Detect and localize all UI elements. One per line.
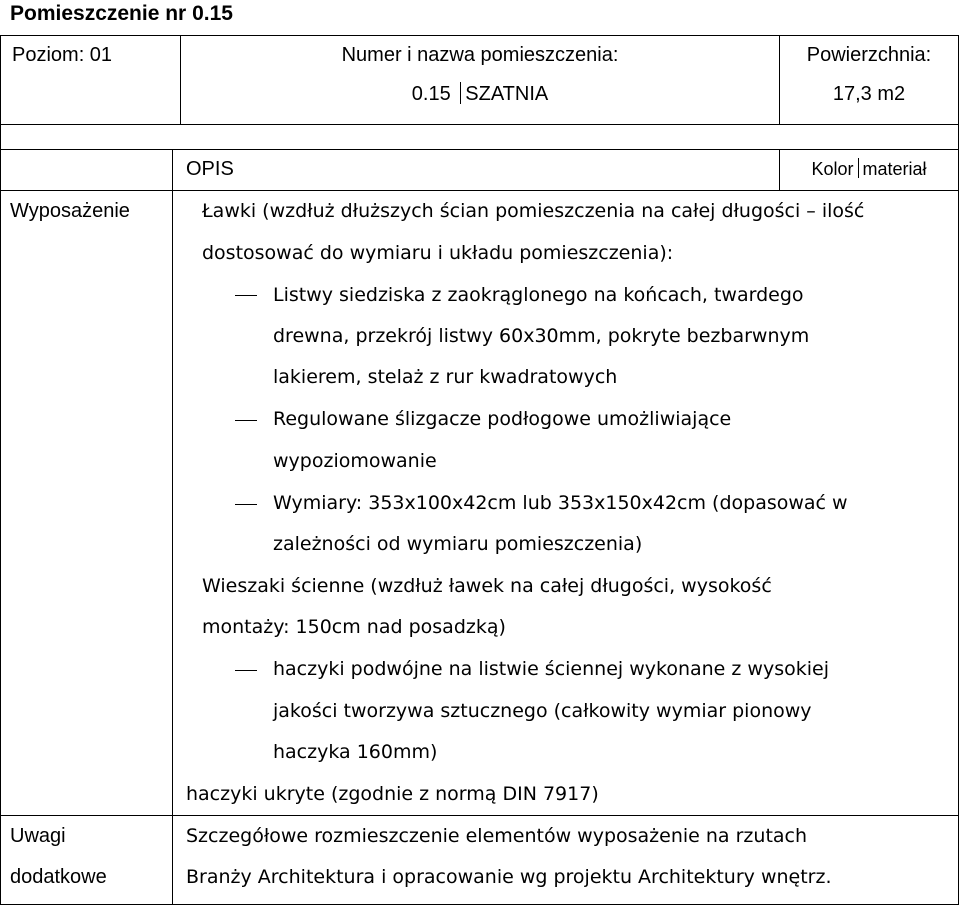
- text-line: Ławki (wzdłuż dłuższych ścian pomieszczenia na całej długości – ilość: [202, 200, 865, 222]
- bullet-line: drewna, przekrój listwy 60x30mm, pokryte bezbarwnym: [273, 325, 810, 347]
- bullet-line: zależności od wymiaru pomieszczenia): [273, 533, 643, 555]
- row-divider: [0, 124, 959, 125]
- section-label-uwagi: Uwagi: [10, 825, 66, 847]
- text-line: Branży Architektura i opracowanie wg projektu Architektury wnętrz.: [186, 866, 832, 888]
- dash-bullet-icon: [235, 670, 257, 671]
- text-line: montaży: 150cm nad posadzką): [202, 616, 506, 638]
- bullet-line: Listwy siedziska z zaokrąglonego na końcach, twardego: [273, 284, 804, 306]
- column-opis: OPIS: [186, 158, 234, 180]
- bullet-line: haczyki podwójne na listwie ściennej wykonane z wysokiej: [273, 658, 829, 680]
- area-value: 17,3 m2: [832, 83, 906, 105]
- text-line: haczyki ukryte (zgodnie z normą DIN 7917): [186, 783, 599, 805]
- bullet-line: haczyka 160mm): [273, 741, 438, 763]
- bullet-line: Wymiary: 353x100x42cm lub 353x150x42cm (dopasować w: [273, 492, 848, 514]
- col-divider: [172, 149, 173, 905]
- text-line: dostosować do wymiaru i układu pomieszczenia):: [202, 242, 674, 264]
- bullet-line: Regulowane ślizgacze podłogowe umożliwiające: [273, 408, 732, 430]
- text-line: Wieszaki ścienne (wzdłuż ławek na całej długości, wysokość: [202, 575, 772, 597]
- bullet-line: jakości tworzywa sztucznego (całkowity wymiar pionowy: [273, 700, 812, 722]
- bullet-line: wypoziomowanie: [273, 450, 437, 472]
- dash-bullet-icon: [235, 295, 257, 296]
- bullet-line: lakierem, stelaż z rur kwadratowych: [273, 366, 618, 388]
- dash-bullet-icon: [235, 420, 257, 421]
- text-line: Szczegółowe rozmieszczenie elementów wyposażenie na rzutach: [186, 825, 808, 847]
- column-kolor-material: Kolor materiał: [811, 159, 927, 179]
- room-label: Numer i nazwa pomieszczenia:: [341, 44, 619, 66]
- table-border-left: [0, 35, 1, 905]
- table-border-bottom: [0, 904, 959, 905]
- room-number-name: 0.15 SZATNIA: [411, 83, 549, 105]
- page-title: Pomieszczenie nr 0.15: [10, 2, 233, 25]
- section-label-wyposazenie: Wyposażenie: [10, 200, 130, 222]
- section-label-dodatkowe: dodatkowe: [10, 866, 107, 888]
- level-label: Poziom: 01: [12, 44, 113, 66]
- area-label: Powierzchnia:: [806, 44, 932, 66]
- dash-bullet-icon: [235, 504, 257, 505]
